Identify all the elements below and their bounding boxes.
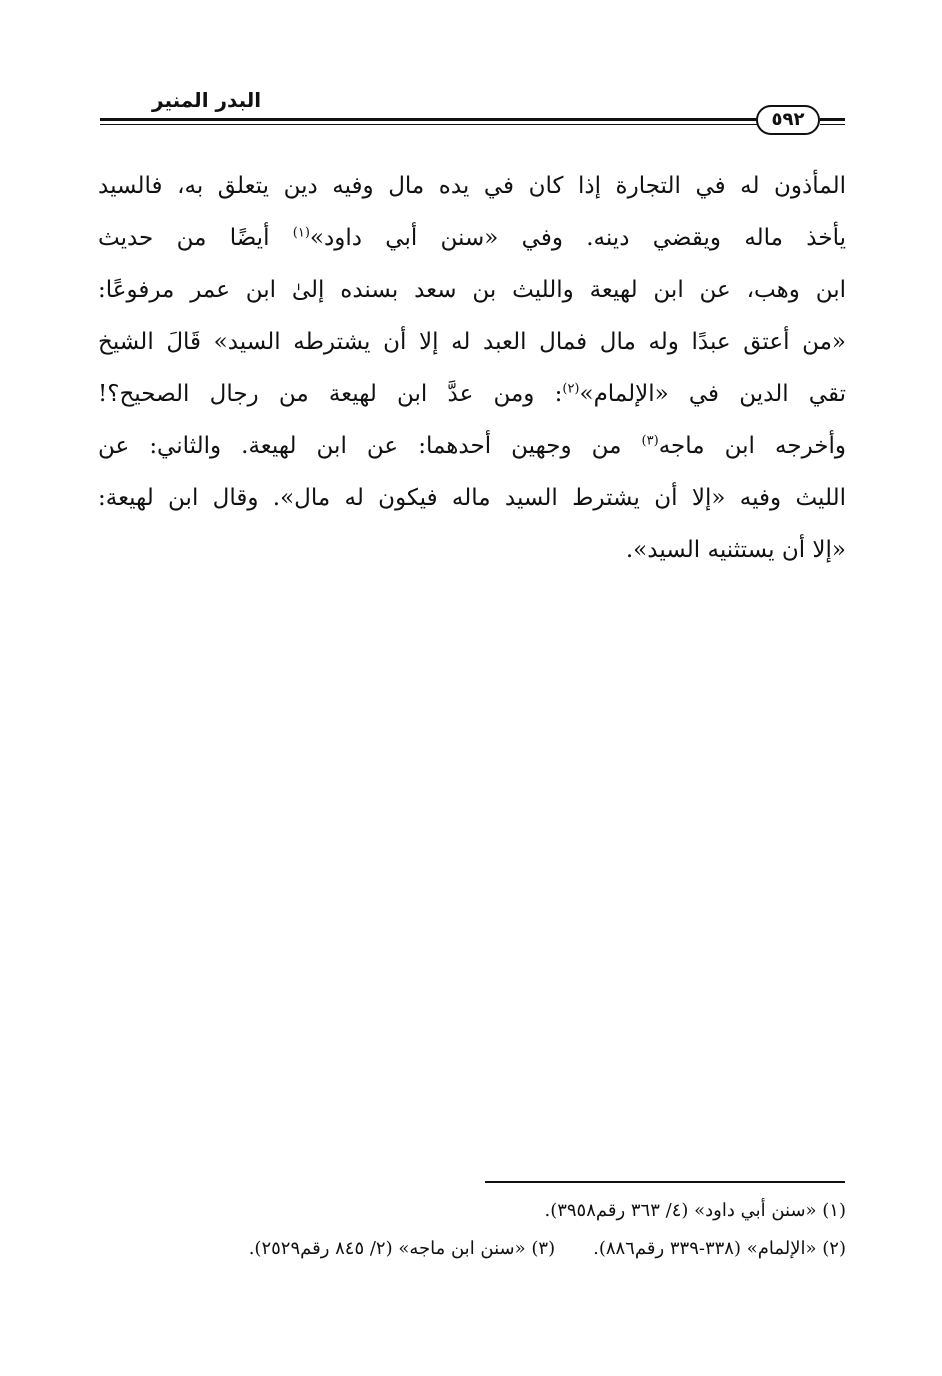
header-rule-thin (100, 124, 758, 125)
header-rule-right-thin (820, 124, 845, 125)
text-line: ابن وهب، عن ابن لهيعة والليث بن سعد بسنده إلىٰ ابن عمر مرفوعًا: (98, 277, 846, 303)
footnote-ref-3: (٣) (641, 433, 659, 449)
running-title: البدر المنير (152, 88, 262, 112)
footnote-2: (٢) «الإلمام» (٣٣٨-٣٣٩ رقم٨٨٦). (593, 1238, 846, 1259)
footnote-1: (١) «سنن أبي داود» (٤/ ٣٦٣ رقم٣٩٥٨). (544, 1200, 846, 1221)
footnote-ref-1: (١) (292, 225, 310, 241)
text-line: وأخرجه ابن ماجه$^{(٣)}$ من وجهين أحدهما: عن ابن لهيعة. والثاني: عن (98, 433, 846, 459)
header-rule-right (820, 118, 845, 121)
text-line: تقي الدين في «الإلمام»$^{(٢)}$: ومن عدَّ ابن لهيعة من رجال الصحيح؟! (98, 381, 846, 407)
text-line: الليث وفيه «إلا أن يشترط السيد ماله فيكون له مال». وقال ابن لهيعة: (98, 485, 846, 511)
page-header (100, 78, 845, 148)
footnote-line-2 (98, 1230, 846, 1268)
text-line: يأخذ ماله ويقضي دينه. وفي «سنن أبي داود»$^{(١)}$ أيضًا من حديث (98, 225, 846, 251)
footnotes (98, 1192, 846, 1268)
footnote-3: (٣) «سنن ابن ماجه» (٢/ ٨٤٥ رقم٢٥٢٩). (248, 1238, 556, 1259)
page-number: ٥٩٢ (756, 105, 820, 135)
main-text (98, 160, 846, 576)
text-line: المأذون له في التجارة إذا كان في يده مال وفيه دين يتعلق به، فالسيد (98, 173, 846, 199)
text-line: «إلا أن يستثنيه السيد». (625, 537, 846, 563)
text-line: «من أعتق عبدًا وله مال فمال العبد له إلا أن يشترطه السيد» قَالَ الشيخ (98, 329, 846, 355)
footnote-ref-2: (٢) (562, 381, 580, 397)
footnote-separator (485, 1181, 845, 1183)
header-rule (100, 118, 758, 121)
